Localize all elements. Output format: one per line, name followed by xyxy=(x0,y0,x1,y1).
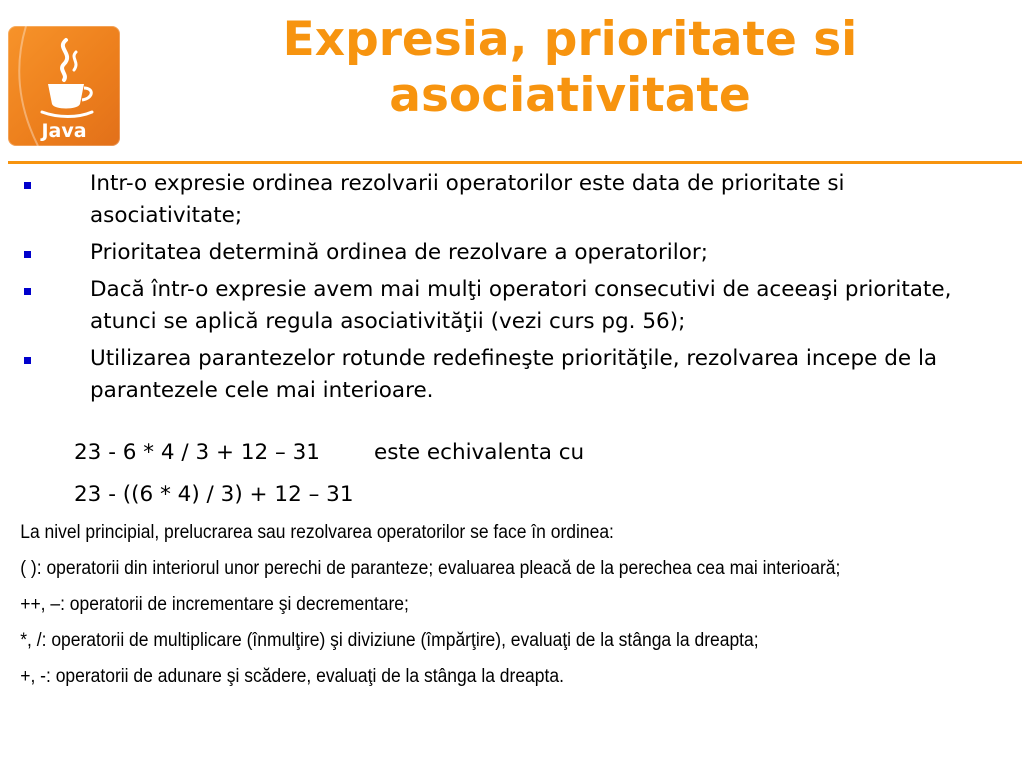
operator-order-notes xyxy=(0,518,1024,698)
bullet-list xyxy=(0,168,1024,412)
bullet-text: Dacă într-o expresie avem mai mulţi operatori consecutivi de aceeaşi prioritate, atunci se aplică regula asociativităţii (vezi curs pg. 56); xyxy=(90,277,952,334)
java-logo xyxy=(8,26,120,146)
bullet-square-icon xyxy=(24,357,31,364)
parenthesized-expression: 23 - ((6 * 4) / 3) + 12 – 31 xyxy=(74,482,354,507)
bullet-item xyxy=(0,343,1024,407)
note-multiplication: *, /: operatorii de multiplicare (înmulţire) şi diviziune (împărţire), evaluaţi de la stânga la dreapta; xyxy=(20,630,759,651)
expression-line xyxy=(74,437,584,469)
slide-title: Expresia, prioritate si asociativitate xyxy=(282,12,858,123)
title-divider xyxy=(8,161,1022,164)
bullet-text: Prioritatea determină ordinea de rezolvare a operatorilor; xyxy=(90,240,708,265)
bullet-square-icon xyxy=(24,182,31,189)
bullet-item xyxy=(0,274,1024,338)
bullet-item xyxy=(0,168,1024,232)
note-parentheses: ( ): operatorii din interiorul unor perechi de paranteze; evaluarea pleacă de la perechea cea mai interioară; xyxy=(20,558,841,579)
expression: 23 - 6 * 4 / 3 + 12 – 31 xyxy=(74,440,320,465)
bullet-text: Utilizarea parantezelor rotunde redefineşte priorităţile, rezolvarea incepe de la parantezele cele mai interioare. xyxy=(90,346,938,403)
note-intro: La nivel principial, prelucrarea sau rezolvarea operatorilor se face în ordinea: xyxy=(20,522,614,543)
note-addition: +, -: operatorii de adunare şi scădere, evaluaţi de la stânga la dreapta. xyxy=(20,666,564,687)
bullet-square-icon xyxy=(24,288,31,295)
bullet-item xyxy=(0,237,1024,269)
equivalent-label: este echivalenta cu xyxy=(373,440,585,465)
bullet-square-icon xyxy=(24,251,31,258)
note-increment: ++, –: operatorii de incrementare şi decrementare; xyxy=(20,594,409,615)
bullet-text: Intr-o expresie ordinea rezolvarii operatorilor este data de prioritate si asociativitate; xyxy=(90,171,845,228)
java-logo-text: Java xyxy=(41,120,87,142)
